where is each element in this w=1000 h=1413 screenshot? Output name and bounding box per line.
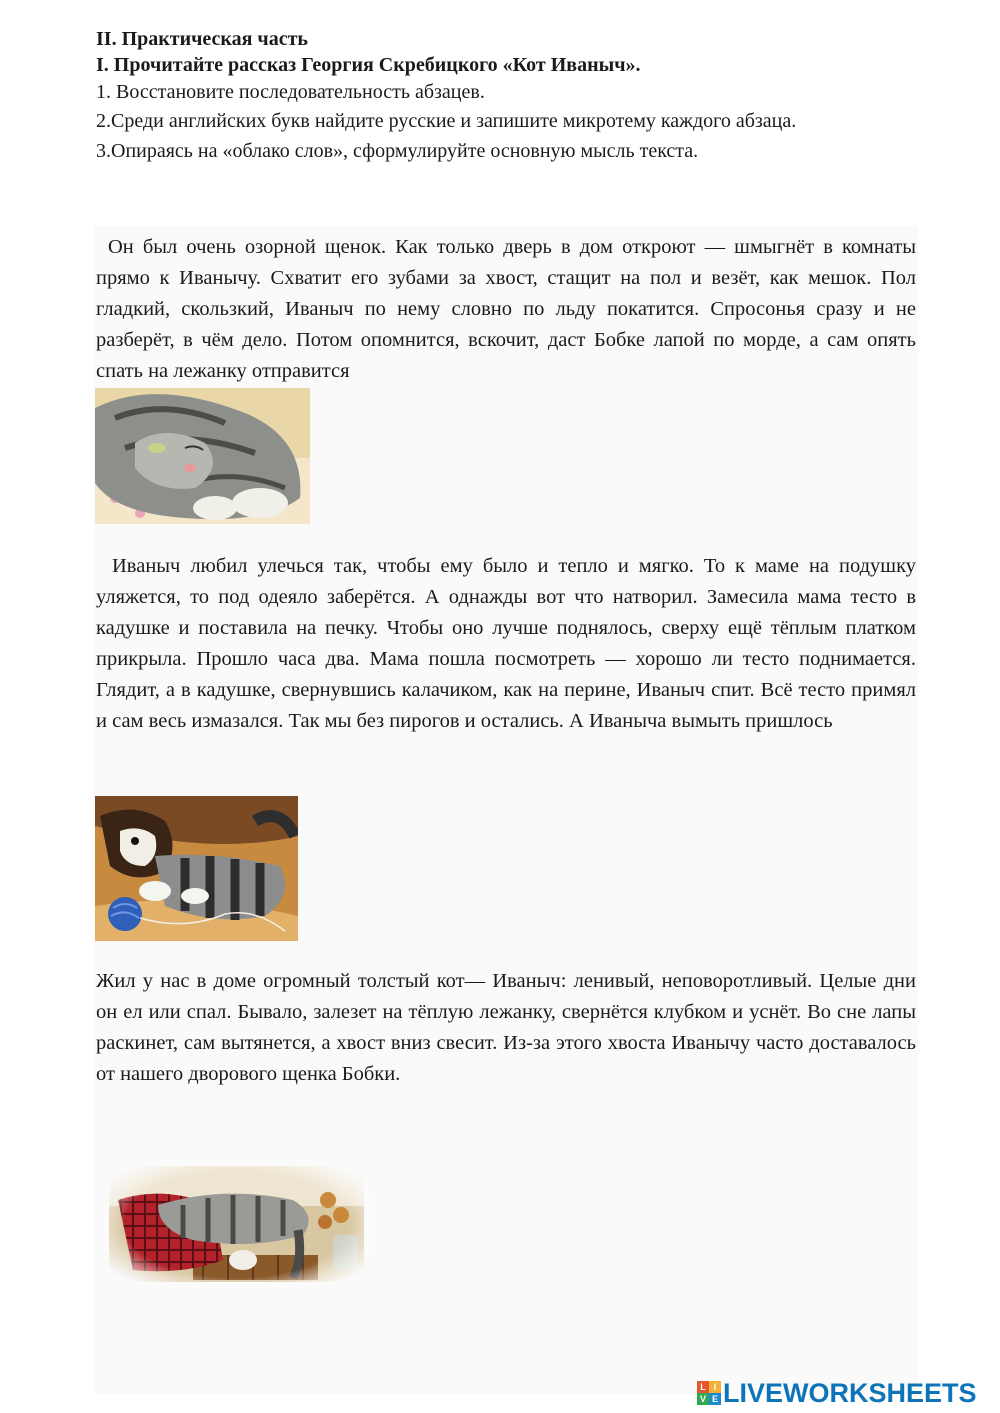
paragraph-dough: Иваныч любил улечься так, чтобы ему было и тепло и мягко. То к маме на подушку уляжется, то под одеяло заберётся. А однажды вот что натворил. Замесила мама тесто в кадушке и поставила на печку. Чтобы оно лучше поднялось, сверху ещё тёплым платком прикрыла. Прошло часа два. Мама пошла посмотреть — хорошо ли тесто поднимается. Глядит, а в кадушке, свернувшись калачиком, как на перине, Иваныч спит. Всё тесто примял и сам весь измазался. Так мы без пирогов и остались. А Иваныча вымыть пришлось	[96, 555, 916, 732]
cat-on-tub-image	[103, 1160, 370, 1288]
logo-text: LIVEWORKSHEETS	[723, 1377, 977, 1408]
part-title: II. Практическая часть	[96, 28, 308, 50]
sleeping-cat-image	[95, 388, 310, 524]
cat-puppy-yarn-image	[95, 796, 298, 941]
task-3: 3.Опираясь на «облако слов», сформулируйте основную мысль текста.	[96, 140, 699, 162]
task-1: 1. Восстановите последовательность абзацев.	[96, 81, 485, 103]
paragraph-puppy: Он был очень озорной щенок. Как только дверь в дом откроют — шмыгнёт в комнаты прямо к Иванычу. Схватит его зубами за хвост, стащит на пол и везёт, как мешок. Пол гладкий, скользкий, Иваныч по нему словно по льду покатится. Спросонья сразу и не разберёт, в чём дело. Потом опомнится, вскочит, даст Бобке лапой по морде, а сам опять спать на лежанку отправится	[96, 236, 916, 382]
paragraph-intro: Жил у нас в доме огромный толстый кот— Иваныч: ленивый, неповоротливый. Целые дни он ел или спал. Бывало, залезет на тёплую лежанку, свернётся клубком и уснёт. Во сне лапы раскинет, сам вытянется, а хвост вниз свесит. Из-за этого хвоста Иванычу часто доставалось от нашего дворового щенка Бобки.	[96, 970, 916, 1085]
logo-mark-icon: L I V E	[697, 1381, 721, 1405]
liveworksheets-logo	[697, 1378, 997, 1408]
task-title: I. Прочитайте рассказ Георгия Скребицкого «Кот Иваныч».	[96, 54, 641, 76]
task-header	[96, 26, 916, 166]
task-2: 2.Среди английских букв найдите русские и запишите микротему каждого абзаца.	[96, 110, 797, 132]
